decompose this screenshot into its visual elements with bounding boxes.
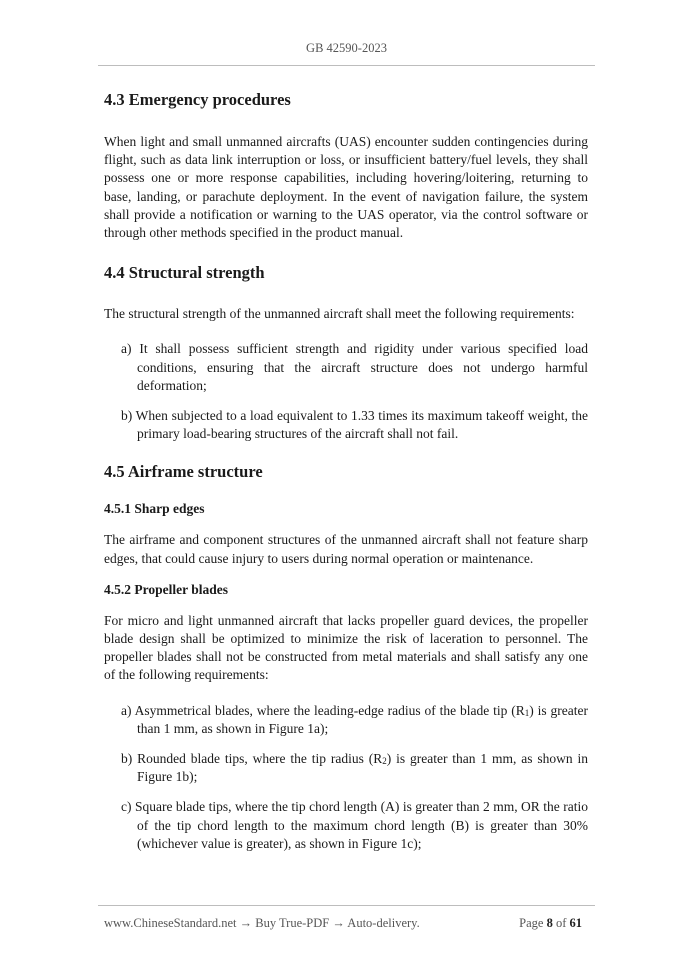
footer-link[interactable]: www.ChineseStandard.net → Buy True-PDF → Auto-delivery. — [104, 916, 420, 930]
section-4-5-2-paragraph: For micro and light unmanned aircraft that lacks propeller guard devices, the propeller blade design shall be optimized to minimize the risk of laceration to personnel. The propeller blades shall not be constructed from metal materials and shall satisfy any one of the following requirements: — [104, 612, 588, 683]
section-4-5-1-paragraph: The airframe and component structures of the unmanned aircraft shall not feature sharp edges, that could cause injury to users during normal operation or maintenance. — [104, 532, 588, 566]
page-number: Page 8 of 61 — [519, 916, 582, 930]
blade-item-c: c) Square blade tips, where the tip chord length (A) is greater than 2 mm, OR the ratio of the tip chord length to the maximum chord length (B) is greater than 30% (whichever value is greater), as shown in Figure 1c); — [121, 799, 588, 851]
total-pages: 61 — [569, 916, 582, 930]
section-4-5-heading: 4.5 Airframe structure — [104, 462, 263, 482]
footer-divider — [98, 905, 595, 906]
header-divider — [98, 65, 595, 66]
blade-item-b: b) Rounded blade tips, where the tip radius $(R_2)$ is greater than 1 mm, as shown in Figure 1b); — [121, 751, 589, 785]
page-content — [104, 90, 588, 853]
document-id: GB 42590-2023 — [306, 41, 387, 55]
section-4-4-intro: The structural strength of the unmanned aircraft shall meet the following requirements: — [104, 306, 575, 322]
list-item-a: a) It shall possess sufficient strength and rigidity under various specified load conditions, ensuring that the aircraft structure does not undergo harmful deformation; — [121, 341, 588, 393]
page-header — [0, 41, 693, 56]
list-item-b: b) When subjected to a load equivalent to 1.33 times its maximum takeoff weight, the primary load-bearing structures of the aircraft shall not fail. — [121, 408, 588, 442]
current-page: 8 — [546, 916, 553, 930]
section-4-4-heading: 4.4 Structural strength — [104, 263, 265, 283]
section-4-3-heading: 4.3 Emergency procedures — [104, 90, 291, 109]
section-4-3-paragraph: When light and small unmanned aircrafts (UAS) encounter sudden contingencies during flight, such as data link interruption or loss, or insufficient battery/fuel levels, they shall possess one or more response capabilities, including hovering/loitering, returning to base, landing, or parachute deployment. In the event of navigation failure, the system shall provide a notification or warning to the UAS operator, via the control software or through other methods specified in the product manual. — [104, 134, 588, 241]
blade-item-a: a) Asymmetrical blades, where the leading-edge radius of the blade tip $(R_1)$ is greater than 1 mm, as shown in Figure 1a); — [121, 702, 588, 736]
section-4-5-2-heading: 4.5.2 Propeller blades — [104, 581, 228, 597]
section-4-5-1-heading: 4.5.1 Sharp edges — [104, 501, 205, 517]
